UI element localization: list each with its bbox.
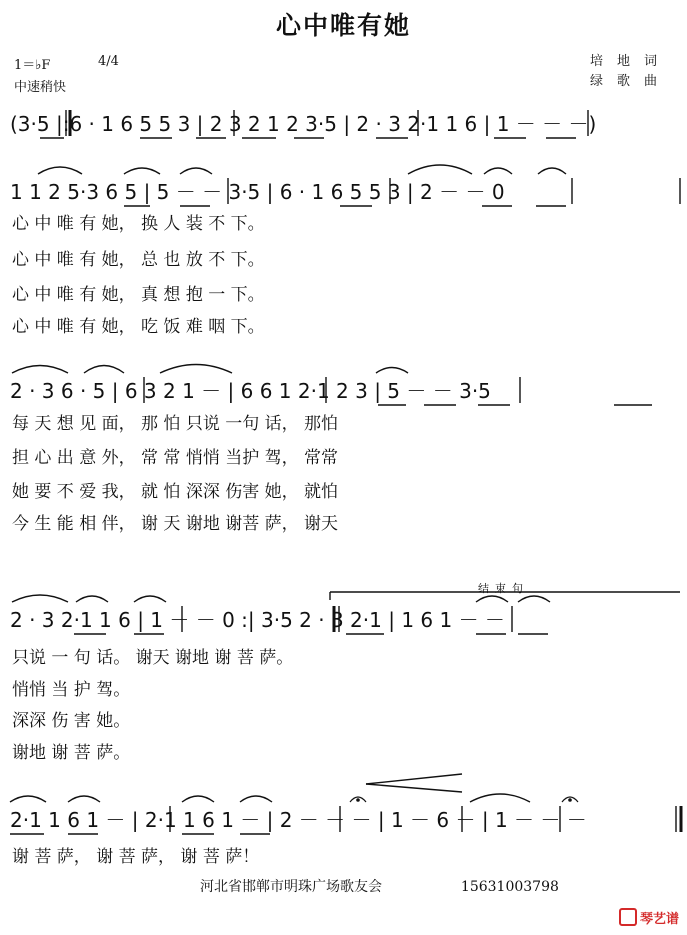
key-signature: 1＝♭F	[14, 58, 51, 73]
lyric-line: 谢地 谢 菩 萨。	[12, 743, 131, 763]
lyric-line: 悄悄 当 护 驾。	[12, 680, 131, 700]
lyric-line: 心 中 唯 有 她， 换 人 装 不 下。	[12, 214, 265, 234]
notation-row-2: 2 · 3 6 · 5 | 6 3 2 1 － | 6 6 1 2·1 2 3 | 5 － － 3·5	[10, 379, 491, 403]
lyric-line: 深深 伤 害 她。	[12, 711, 131, 731]
notation-row-3: 2 · 3 2·1 1 6 | 1 － － 0 :| 3·5 2 · 3 2·1 | 1 6 1 － －	[10, 608, 505, 632]
time-signature: 4/4	[98, 54, 119, 69]
notation-row-intro: (3·5 |:6 · 1 6 5 5 3 | 2 3 2 1 2 3·5 | 2 · 3 2·1 1 6 | 1 － － －)	[10, 112, 597, 136]
footer-org: 河北省邯郸市明珠广场歌友会	[200, 879, 382, 895]
footer-phone: 15631003798	[460, 879, 559, 895]
site-logo: 琴艺谱	[619, 908, 679, 927]
lyric-line: 谢 菩 萨， 谢 菩 萨， 谢 菩 萨！	[12, 847, 260, 867]
logo-icon	[619, 908, 637, 926]
notation-row-4: 2·1 1 6 1 － | 2·1 1 6 1 － | 2 － － － | 1 － 6 － | 1 － － －	[10, 808, 587, 832]
lyricist-credit: 培地词	[590, 54, 672, 69]
composer-credit: 绿歌曲	[590, 74, 672, 89]
lyric-line: 今 生 能 相 伴， 谢 天 谢地 谢菩 萨， 谢天	[12, 514, 339, 534]
tempo-marking: 中速稍快	[14, 80, 67, 95]
lyric-line: 每 天 想 见 面， 那 怕 只说 一句 话， 那怕	[12, 414, 339, 434]
lyric-line: 只说 一 句 话。 谢天 谢地 谢 菩 萨。	[12, 648, 294, 668]
footer-info	[200, 876, 559, 896]
notation-row-1: 1 1 2 5·3 6 5 | 5 － － 3·5 | 6 · 1 6 5 5 3 | 2 － － 0	[10, 180, 505, 204]
ending-label: 结束句	[478, 582, 529, 595]
song-title: 心中唯有她	[275, 11, 411, 40]
lyric-line: 担 心 出 意 外， 常 常 悄悄 当护 驾， 常常	[12, 448, 339, 468]
lyric-line: 她 要 不 爱 我， 就 怕 深深 伤害 她， 就怕	[12, 482, 339, 502]
lyric-line: 心 中 唯 有 她， 真 想 抱 一 下。	[12, 285, 265, 305]
lyric-line: 心 中 唯 有 她， 吃 饭 难 咽 下。	[12, 317, 265, 337]
lyric-line: 心 中 唯 有 她， 总 也 放 不 下。	[12, 250, 265, 270]
